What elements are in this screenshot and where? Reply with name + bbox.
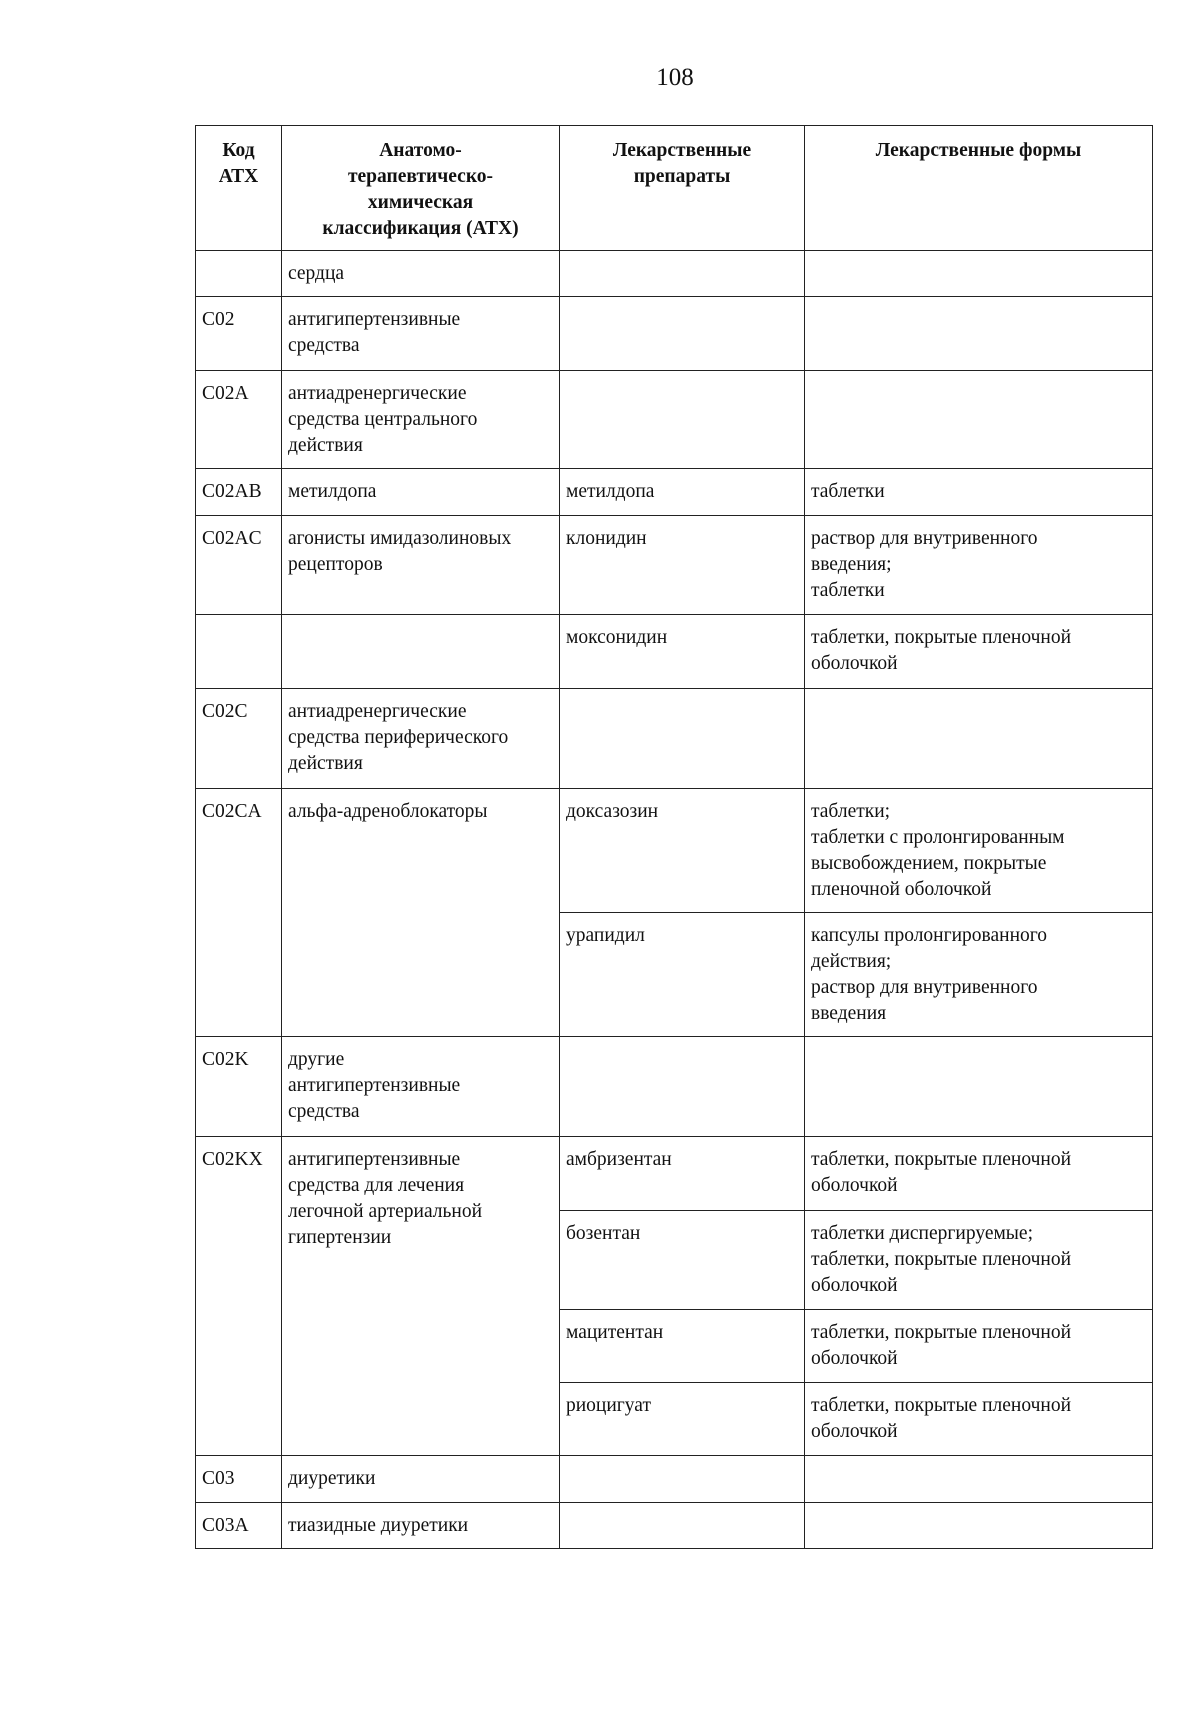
cell-atx-classification: антиадренергические средства периферического действия: [282, 689, 560, 789]
cell-dosage-form: [805, 689, 1153, 789]
cell-dosage-form: таблетки, покрытые пленочной оболочкой: [805, 615, 1153, 689]
cell-medicine: [560, 1503, 805, 1549]
cell-dosage-form: таблетки; таблетки с пролонгированным высвобождением, покрытые пленочной оболочкой: [805, 789, 1153, 913]
cell-dosage-form: [805, 1037, 1153, 1137]
cell-atx-code: C02A: [196, 371, 282, 469]
cell-atx-code: C02K: [196, 1037, 282, 1137]
cell-dosage-form: [805, 1503, 1153, 1549]
cell-atx-classification: антигипертензивные средства для лечения легочной артериальной гипертензии: [282, 1137, 560, 1456]
table-row: [196, 615, 1153, 689]
table-header-row: [196, 126, 1153, 251]
cell-atx-code: C03A: [196, 1503, 282, 1549]
table-row: [196, 251, 1153, 297]
cell-dosage-form: таблетки, покрытые пленочной оболочкой: [805, 1383, 1153, 1456]
cell-atx-classification: диуретики: [282, 1456, 560, 1503]
cell-medicine: клонидин: [560, 516, 805, 615]
cell-atx-code: C02AB: [196, 469, 282, 516]
cell-atx-classification: метилдопа: [282, 469, 560, 516]
table-row: [196, 689, 1153, 789]
cell-medicine: [560, 1037, 805, 1137]
cell-atx-code: C02C: [196, 689, 282, 789]
cell-dosage-form: капсулы пролонгированного действия; раствор для внутривенного введения: [805, 913, 1153, 1037]
atx-table: [195, 125, 1153, 1549]
cell-medicine: [560, 297, 805, 371]
cell-medicine: амбризентан: [560, 1137, 805, 1211]
cell-medicine: [560, 371, 805, 469]
cell-medicine: моксонидин: [560, 615, 805, 689]
cell-medicine: метилдопа: [560, 469, 805, 516]
cell-atx-code: C02KX: [196, 1137, 282, 1456]
cell-atx-classification: [282, 615, 560, 689]
cell-dosage-form: таблетки: [805, 469, 1153, 516]
cell-atx-classification: другие антигипертензивные средства: [282, 1037, 560, 1137]
cell-atx-code: [196, 615, 282, 689]
header-medicines: Лекарственные препараты: [560, 126, 805, 251]
cell-medicine: [560, 689, 805, 789]
cell-medicine: риоцигуат: [560, 1383, 805, 1456]
table-row: [196, 516, 1153, 615]
cell-dosage-form: таблетки, покрытые пленочной оболочкой: [805, 1137, 1153, 1211]
table-row: [196, 371, 1153, 469]
cell-atx-code: C02AC: [196, 516, 282, 615]
cell-medicine: [560, 251, 805, 297]
cell-atx-classification: альфа-адреноблокаторы: [282, 789, 560, 1037]
table-row: [196, 1456, 1153, 1503]
cell-atx-code: C02: [196, 297, 282, 371]
cell-medicine: урапидил: [560, 913, 805, 1037]
table-row: [196, 1503, 1153, 1549]
table-row: [196, 297, 1153, 371]
cell-atx-classification: антигипертензивные средства: [282, 297, 560, 371]
cell-medicine: бозентан: [560, 1211, 805, 1310]
cell-dosage-form: [805, 1456, 1153, 1503]
header-atx-classification: Анатомо- терапевтическо- химическая классификация (АТХ): [282, 126, 560, 251]
cell-dosage-form: таблетки, покрытые пленочной оболочкой: [805, 1310, 1153, 1383]
cell-medicine: доксазозин: [560, 789, 805, 913]
cell-dosage-form: раствор для внутривенного введения; таблетки: [805, 516, 1153, 615]
cell-medicine: мацитентан: [560, 1310, 805, 1383]
header-atx-code: Код АТХ: [196, 126, 282, 251]
cell-atx-classification: антиадренергические средства центрального действия: [282, 371, 560, 469]
cell-dosage-form: [805, 297, 1153, 371]
page-number: 108: [656, 64, 694, 91]
cell-medicine: [560, 1456, 805, 1503]
cell-atx-classification: тиазидные диуретики: [282, 1503, 560, 1549]
table-row: [196, 1137, 1153, 1211]
cell-dosage-form: [805, 371, 1153, 469]
table-row: [196, 1037, 1153, 1137]
cell-atx-code: C03: [196, 1456, 282, 1503]
cell-atx-classification: агонисты имидазолиновых рецепторов: [282, 516, 560, 615]
header-dosage-forms: Лекарственные формы: [805, 126, 1153, 251]
cell-atx-classification: сердца: [282, 251, 560, 297]
cell-atx-code: [196, 251, 282, 297]
table-row: [196, 789, 1153, 913]
cell-atx-code: C02CA: [196, 789, 282, 1037]
cell-dosage-form: таблетки диспергируемые; таблетки, покрытые пленочной оболочкой: [805, 1211, 1153, 1310]
cell-dosage-form: [805, 251, 1153, 297]
table-row: [196, 469, 1153, 516]
